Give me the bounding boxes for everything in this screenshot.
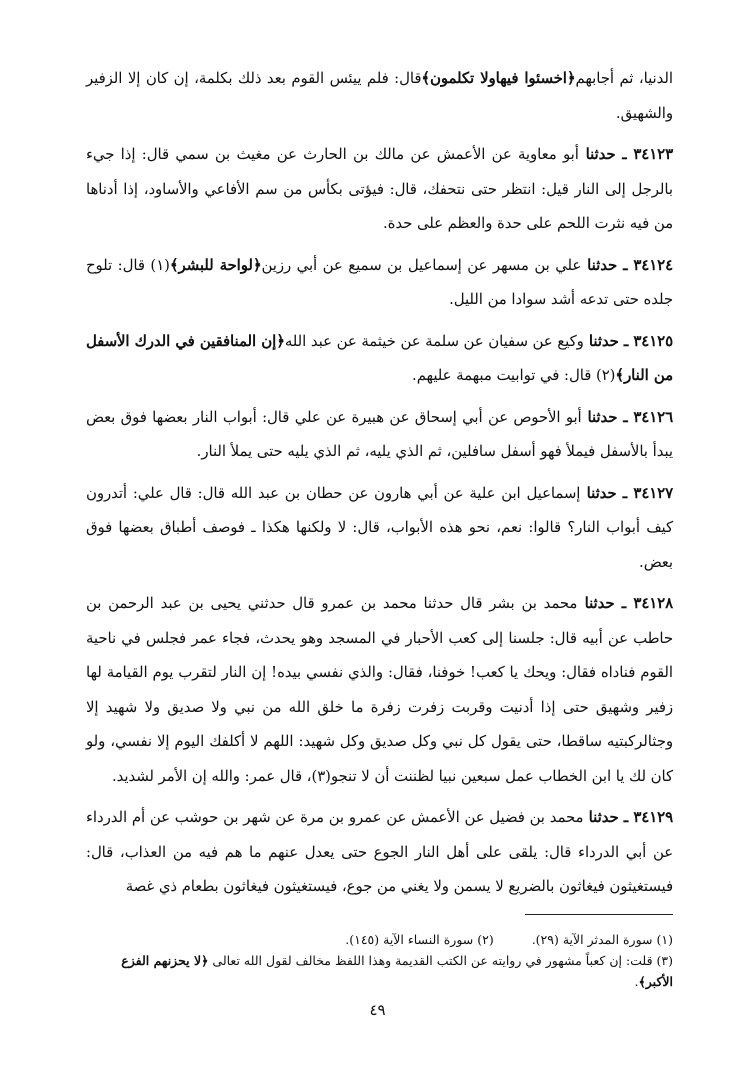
quran-verse: ﴿اخسئوا فيهاولا تكلمون﴾: [421, 70, 576, 87]
paragraph: [86, 801, 673, 905]
text-run: (٢) قال: في توابيت مبهمة عليهم.: [412, 367, 616, 384]
paragraph: [86, 62, 673, 131]
text-run: (١) قال: تلوح جلده حتى تدعه أشد سوادا من الليل.: [86, 256, 673, 308]
text-run: وكيع عن سفيان عن سلمة عن خيثمة عن عبد الله: [284, 332, 584, 350]
paragraph: [86, 249, 673, 318]
hadith-number: ٣٤١٢٤ ـ حدثنا: [581, 256, 673, 274]
paragraph: [86, 477, 673, 581]
page-number: ٤٩: [369, 1001, 386, 1019]
hadith-number: ٣٤١٢٥ ـ حدثنا: [583, 332, 673, 350]
hadith-number: ٣٤١٢٩ ـ حدثنا: [583, 809, 673, 826]
text-run: أبو الأحوص عن أبي إسحاق عن هبيرة عن علي قال: أبواب النار بعضها فوق بعض يبدأ بالأسفل فيملأ فهو أسفل سافلين، ثم الذي يليه، ثم الذي يليه حتى يملأ النار.: [86, 408, 673, 460]
quran-verse: ﴿لواحة للبشر﴾: [169, 256, 262, 274]
text-run: محمد بن بشر قال حدثنا محمد بن عمرو قال حدثني يحيى بن عبد الرحمن بن حاطب عن أبيه قال: جلسنا إلى كعب الأحبار في المسجد وهو يحدث، فجاء عمر فجلس في ناحية القوم فناداه فقال: ويحك يا كعب! خوفنا، فقال: والذي نفسي بيده! إن النار لتقرب يوم القيامة لها زفير وشهيق حتى إذا أدنيت وقربت زفرت زفرة ما خلق الله من نبي ولا صديق ولا شهيد إلا وجثالركبتيه ساقطا، حتى يقول كل نبي وكل صديق وكل شهيد: اللهم لا أكلفك اليوم إلا نفسي، ولو كان لك يا ابن الخطاب عمل سبعين نبيا لظننت أن لا تنجو(٣)، قال عمر: والله إن الأمر لشديد.: [86, 595, 673, 785]
paragraph: [86, 401, 673, 470]
paragraph: [86, 138, 673, 242]
footnote-3: (٣) قلت: إن كعباً مشهور في روايته عن الكتب القديمة وهذا اللفظ مخالف لقول الله تعالى ﴿لا يحزنهم الفزع الأكبر﴾.: [121, 953, 673, 989]
footnote-2: (٢) سورة النساء الآية (١٤٥).: [345, 932, 494, 947]
hadith-number: ٣٤١٢٦ ـ حدثنا: [581, 408, 673, 426]
text-run: إسماعيل ابن علية عن أبي هارون عن حطان بن عبد الله قال: قال علي: أتدرون كيف أبواب النار؟ قالوا: نعم، نحو هذه الأبواب، قال: لا ولكنها هكذا ـ فوصف أطباق بعضها فوق بعض.: [86, 484, 673, 571]
text-run: علي بن مسهر عن إسماعيل بن سميع عن أبي رزين: [261, 256, 582, 274]
footnote-line: [86, 929, 673, 950]
text-run: قال: فلم ييئس القوم بعد ذلك بكلمة، إن كان إلا الزفير والشهيق.: [86, 70, 673, 122]
footnote-divider: [525, 914, 673, 915]
text-run: الدنيا، ثم أجابهم: [575, 70, 673, 87]
main-text: [86, 62, 673, 905]
text-run: محمد بن فضيل عن الأعمش عن عمرو بن مرة عن شهر بن حوشب عن أم الدرداء عن أبي الدرداء قال: يلقى على أهل النار الجوع حتى يعدل عنهم ما هم فيه من العذاب، قال: فيستغيثون فيغاثون بالضريع لا يسمن ولا يغني من جوع، فيستغيثون فيغاثون بطعام ذي غصة: [86, 809, 673, 895]
hadith-number: ٣٤١٢٧ ـ حدثنا: [580, 484, 674, 502]
footnotes: [86, 914, 673, 992]
hadith-number: ٣٤١٢٨ ـ حدثنا: [577, 595, 674, 612]
hadith-number: ٣٤١٢٣ ـ حدثنا: [578, 146, 673, 163]
footnote-3-verse: ﴿لا يحزنهم الفزع الأكبر﴾: [121, 953, 673, 989]
text-run: أبو معاوية عن الأعمش عن مالك بن الحارث عن مغيث بن سمي قال: إذا جيء بالرجل إلى النار قيل: انتظر حتى نتحفك، قال: فيؤتى بكأس من سم الأفاعي والأساود، إذا أدناها من فيه نثرت اللحم على حدة والعظم على حدة.: [86, 146, 673, 232]
paragraph: [86, 325, 673, 394]
paragraph: [86, 587, 673, 794]
footnote-1: (١) سورة المدثر الآية (٢٩).: [531, 932, 673, 947]
quran-verse: ﴿إن المنافقين في الدرك الأسفل من النار﴾: [86, 332, 673, 384]
